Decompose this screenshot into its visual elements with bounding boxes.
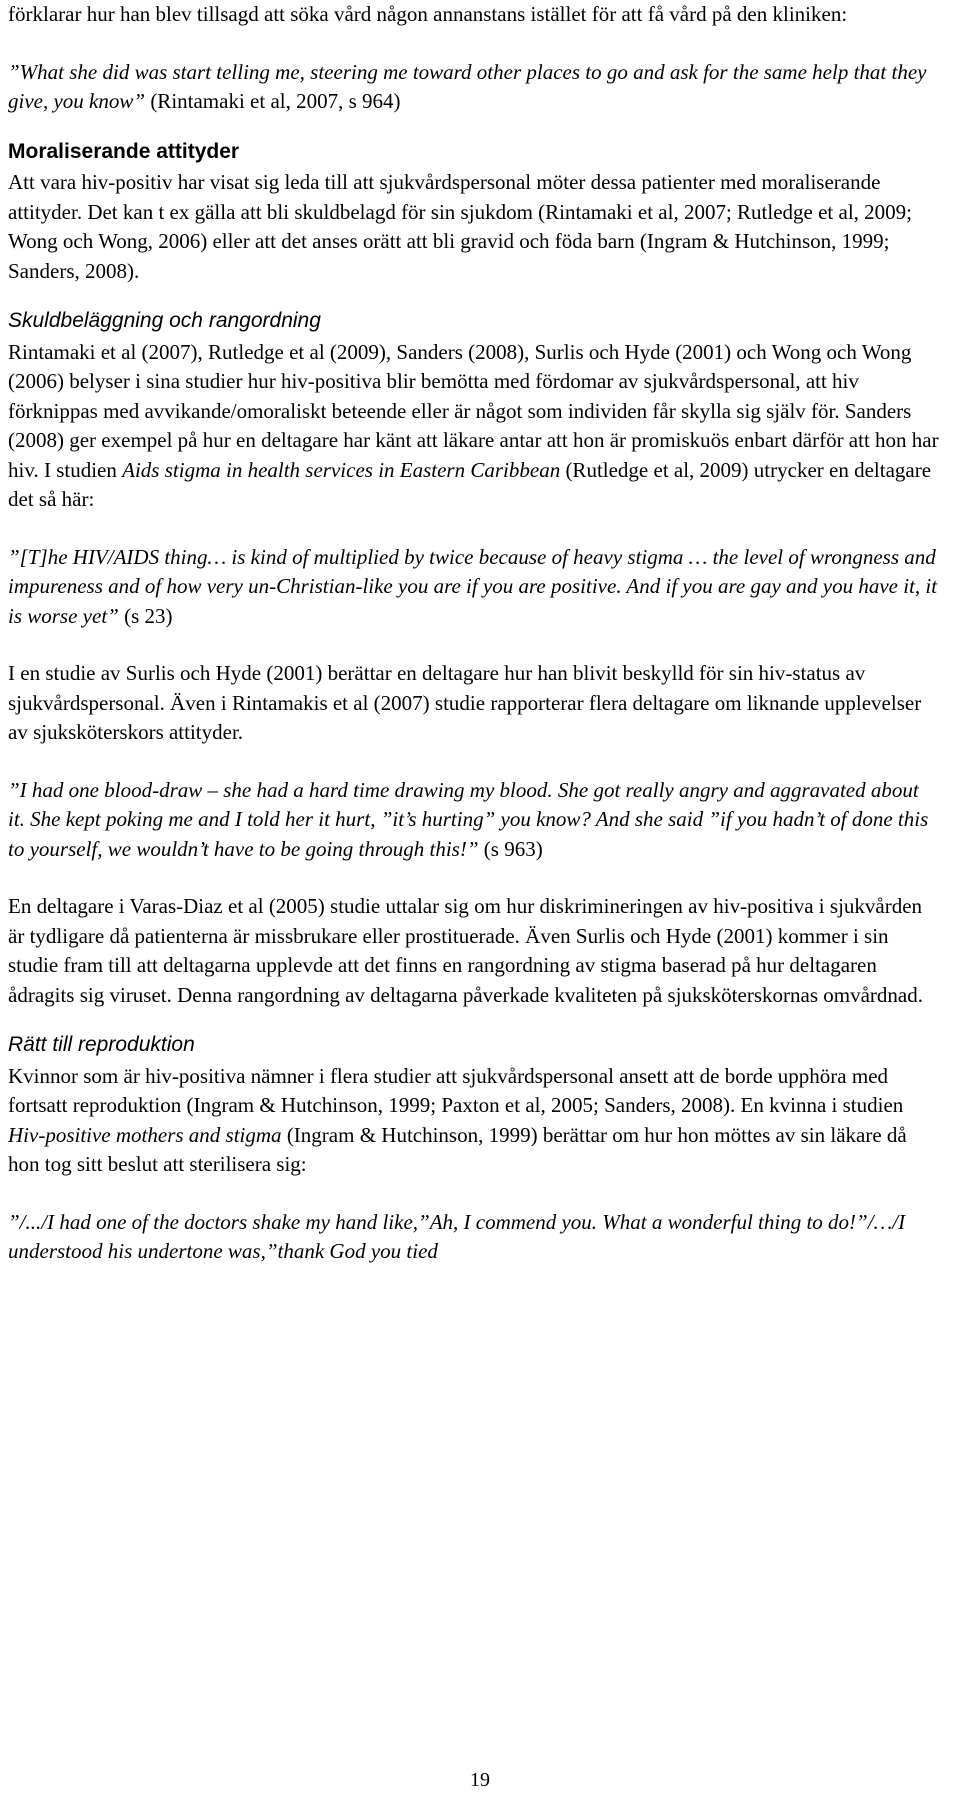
section-paragraph: Att vara hiv-positiv har visat sig leda till att sjukvårdspersonal möter dessa patienter med moraliserande attityder. Det kan t ex gälla att bli skuldbelagd för sin sjukdom (Rintamaki et al, 2007; Rutledge et al, 2009; Wong och Wong, 2006) eller att det anses orätt att bli gravid och föda barn (Ingram & Hutchinson, 1999; Sanders, 2008). xyxy=(8,170,912,283)
section-paragraph xyxy=(8,338,940,515)
quote-text: ”[T]he HIV/AIDS thing… is kind of multiplied by twice because of heavy stigma … the level of wrongness and impureness and of how very un-Christian-like you are if you are positive. And if you are gay and you have it, it is worse yet” xyxy=(8,544,938,628)
section-heading-moraliserande: Moraliserande attityder xyxy=(8,139,240,163)
section-heading-reproduktion: Rätt till reproduktion xyxy=(8,1033,195,1056)
paragraph-text: (Ingram & Hutchinson, 1999) berättar om hur hon möttes av sin läkare då hon tog sitt beslut att sterilisera sig: xyxy=(8,1122,907,1176)
quote-block xyxy=(8,543,940,632)
paragraph-text: (Rutledge et al, 2009) utrycker en deltagare det så här: xyxy=(8,457,932,511)
section-heading-skuldbelaggning: Skuldbeläggning och rangordning xyxy=(8,309,321,332)
quote-text: ”What she did was start telling me, steering me toward other places to go and ask for the same help that they give, you know” xyxy=(8,59,927,113)
study-title: Hiv-positive mothers and stigma xyxy=(8,1122,282,1147)
document-body xyxy=(8,0,940,1267)
page-number: 19 xyxy=(470,1769,490,1791)
paragraph-text: Rintamaki et al (2007), Rutledge et al (2009), Sanders (2008), Surlis och Hyde (2001) och Wong och Wong (2006) belyser i sina studier hur hiv-positiva blir bemötta med fördomar av sjukvårdspersonal, att hiv förknippas med avvikande/omoraliskt beteende eller är något som individen får skylla sig själv för. Sanders (2008) ger exempel på hur en deltagare har känt att läkare antar att hon är promiskuös enbart därför att hon har hiv. I studien xyxy=(8,339,939,482)
section-paragraph: I en studie av Surlis och Hyde (2001) berättar en deltagare hur han blivit beskylld för sin hiv-status av sjukvårdspersonal. Även i Rintamakis et al (2007) studie rapporterar flera deltagare om liknande upplevelser av sjuksköterskors attityder. xyxy=(8,661,922,744)
quote-citation: (s 963) xyxy=(478,836,543,861)
study-title: Aids stigma in health services in Eastern Caribbean xyxy=(122,457,561,482)
quote-citation: (Rintamaki et al, 2007, s 964) xyxy=(145,89,401,113)
quote-text: ”I had one blood-draw – she had a hard time drawing my blood. She got really angry and aggravated about it. She kept poking me and I told her it hurt, ”it’s hurting” you know? And she said ”if you hadn’t of done this to yourself, we wouldn’t have to be going through this!” xyxy=(8,777,929,861)
quote-block xyxy=(8,776,940,865)
section-paragraph xyxy=(8,1062,940,1180)
section-paragraph: En deltagare i Varas-Diaz et al (2005) studie uttalar sig om hur diskrimineringen av hiv-positiva i sjukvården är tydligare då patienterna är missbrukare eller prostituerade. Även Surlis och Hyde (2001) kommer i sin studie fram till att deltagarna upplevde att det finns en rangordning av stigma baserad på hur deltagaren ådragits sig viruset. Denna rangordning av deltagarna påverkade kvaliteten på sjuksköterskornas omvårdnad. xyxy=(8,894,923,1007)
paragraph-text: Kvinnor som är hiv-positiva nämner i flera studier att sjukvårdspersonal ansett att de borde upphöra med fortsatt reproduktion (Ingram & Hutchinson, 1999; Paxton et al, 2005; Sanders, 2008). En kvinna i studien xyxy=(8,1063,904,1117)
intro-paragraph: förklarar hur han blev tillsagd att söka vård någon annanstans istället för att få vård på den kliniken: xyxy=(8,2,848,26)
quote-citation: (s 23) xyxy=(118,603,173,628)
quote-block: ”/.../I had one of the doctors shake my hand like,”Ah, I commend you. What a wonderful thing to do!”/…/I understood his undertone was,”thank God you tied xyxy=(8,1209,906,1263)
quote-block xyxy=(8,58,940,117)
